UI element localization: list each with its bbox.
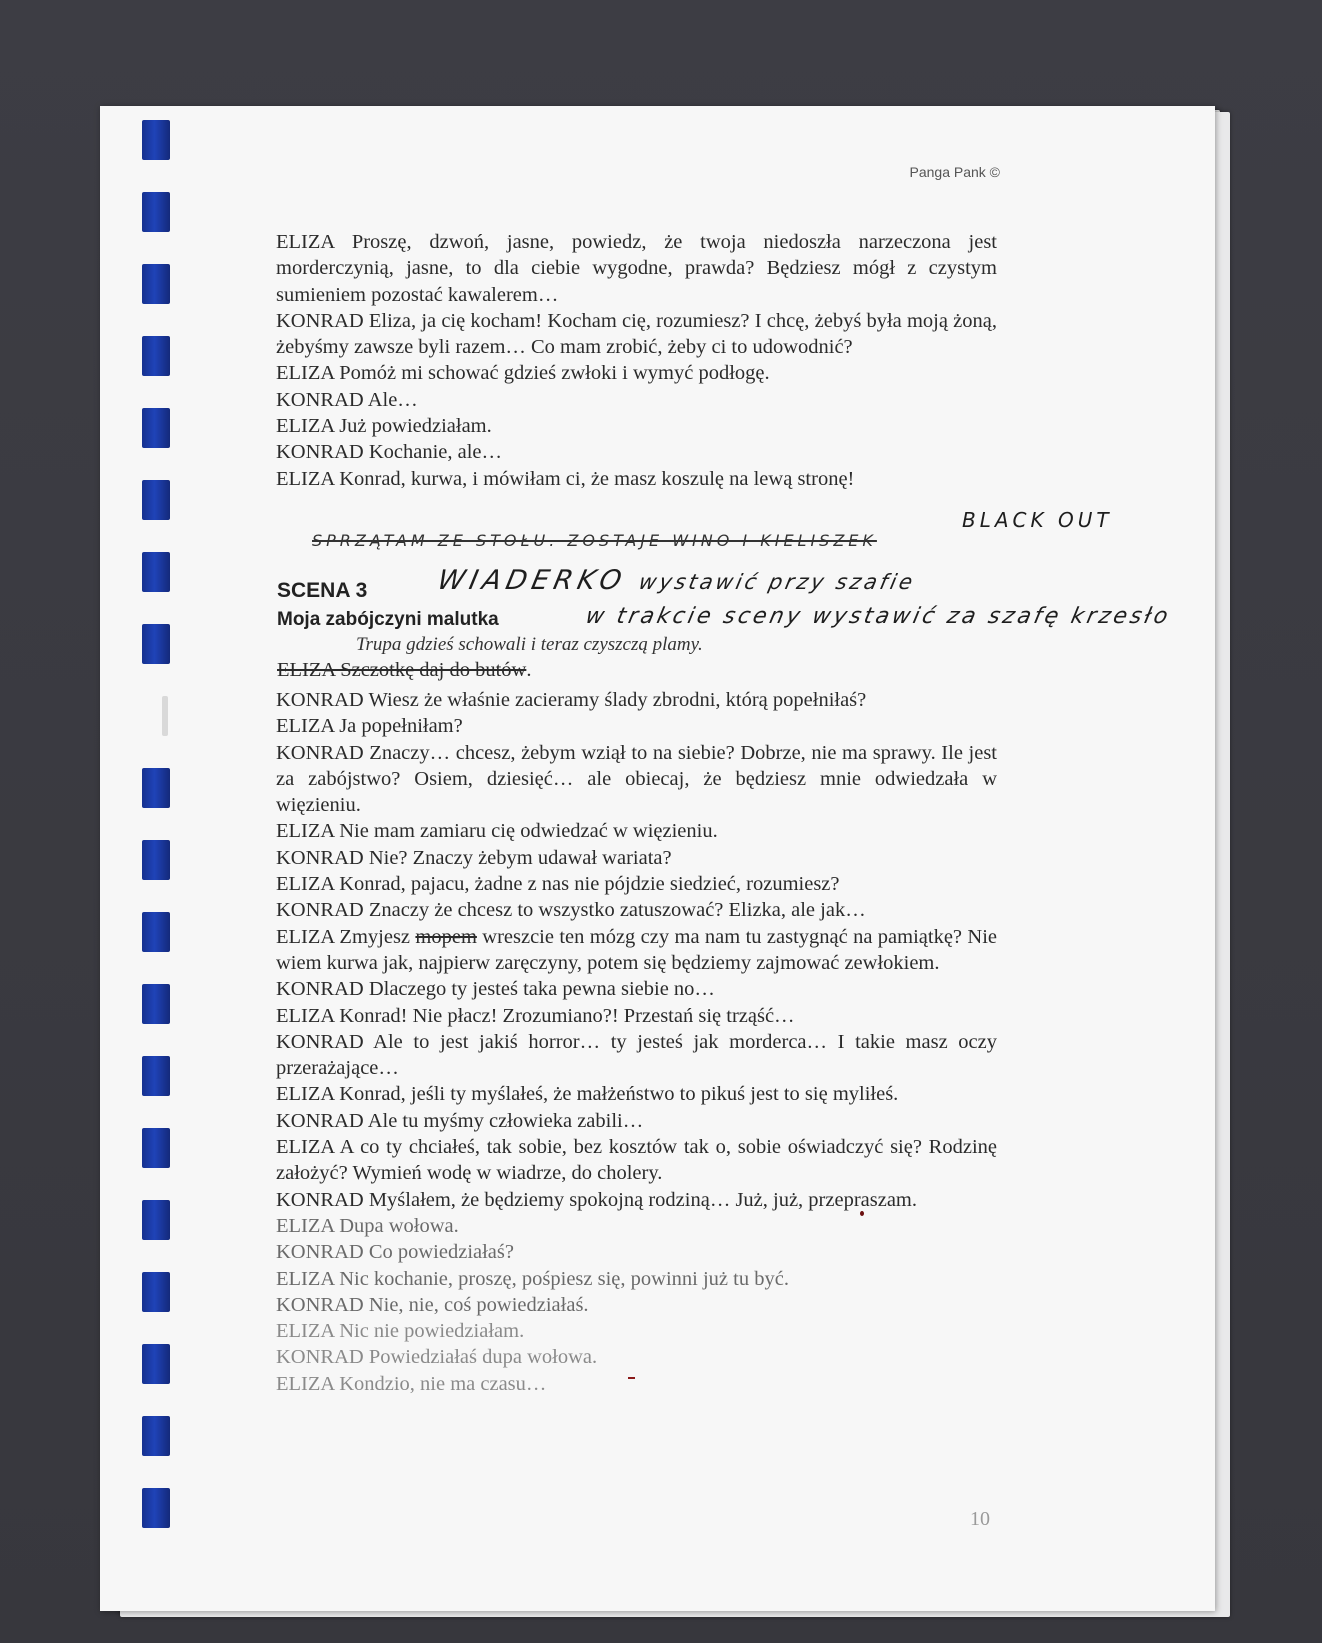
binding-ring xyxy=(142,1416,170,1456)
dialogue-line: KONRAD Nie, nie, coś powiedziałaś. xyxy=(276,1293,589,1316)
ink-mark xyxy=(860,1211,864,1216)
dialogue-line: ELIZA Konrad! Nie płacz! Zrozumiano?! Przestań się trząść… xyxy=(276,1004,795,1027)
handwritten-szafie: wystawić przy szafie xyxy=(636,570,918,594)
dialogue-line: ELIZA Dupa wołowa. xyxy=(276,1214,459,1237)
dialogue-line-mopem xyxy=(276,924,997,977)
dialogue-line: ELIZA Już powiedziałam. xyxy=(276,415,492,438)
dialogue-line: KONRAD Eliza, ja cię kocham! Kocham cię, rozumiesz? I chcę, żebyś była moją żoną, żebyśmy zawsze byli razem… Co mam zrobić, żeby ci to udowodnić? xyxy=(276,309,997,359)
dialogue-line: ELIZA Konrad, pajacu, żadne z nas nie pójdzie siedzieć, rozumiesz? xyxy=(276,873,840,896)
binding-ring xyxy=(142,1128,170,1168)
dialogue-line: ELIZA Ja popełniłam? xyxy=(276,715,463,738)
dialogue-line: ELIZA Pomóż mi schować gdzieś zwłoki i wymyć podłogę. xyxy=(276,362,770,385)
dialogue-line: KONRAD Znaczy… chcesz, żebym wziął to na siebie? Dobrze, nie ma sprawy. Ile jest za zabójstwo? Osiem, dziesięć… ale obiecaj, że będziesz mnie odwiedzała w więzieniu. xyxy=(276,741,997,817)
struck-text: ELIZA Szczotkę daj do butów xyxy=(277,659,527,681)
struck-dialogue-line xyxy=(277,659,531,682)
dialogue-top xyxy=(276,229,997,492)
dialogue-line: KONRAD Myślałem, że będziemy spokojną rodziną… Już, już, przepraszam. xyxy=(276,1188,918,1211)
dialogue-line: KONRAD Nie? Znaczy żebym udawał wariata? xyxy=(276,846,672,869)
binding-ring xyxy=(142,1056,170,1096)
dialogue-line: KONRAD Ale to jest jakiś horror… ty jesteś jak morderca… I takie masz oczy przerażające… xyxy=(276,1030,997,1080)
binding-ring xyxy=(142,768,170,808)
dialogue-line: ELIZA Konrad, kurwa, i mówiłam ci, że masz koszulę na lewą stronę! xyxy=(276,467,855,490)
binding-ring xyxy=(142,408,170,448)
binding-ring xyxy=(142,336,170,376)
binding-ring xyxy=(142,984,170,1024)
binding-ring xyxy=(142,480,170,520)
dialogue-line: KONRAD Kochanie, ale… xyxy=(276,441,503,464)
header-copyright: Panga Pank © xyxy=(909,164,1000,180)
binding-ring xyxy=(142,624,170,664)
binding-ring xyxy=(142,840,170,880)
comb-binding xyxy=(138,120,174,1620)
page-number: 10 xyxy=(970,1508,990,1530)
dialogue-line: KONRAD Ale tu myśmy człowieka zabili… xyxy=(276,1109,644,1132)
dialogue-line: ELIZA A co ty chciałeś, tak sobie, bez kosztów tak o, sobie oświadczyć się? Rodzinę założyć? Wymień wodę w wiadrze, do cholery. xyxy=(276,1136,997,1185)
binding-ring xyxy=(142,1344,170,1384)
scene-subtitle: Moja zabójczyni malutka xyxy=(277,609,499,630)
dialogue-line: ELIZA Konrad, jeśli ty myślałeś, że małżeństwo to pikuś jest to się myliłeś. xyxy=(276,1083,899,1106)
handwritten-wiaderko: WIADERKO xyxy=(434,565,630,596)
binding-ring xyxy=(142,912,170,952)
binding-ring xyxy=(142,1488,170,1528)
mopem-before: ELIZA Zmyjesz xyxy=(276,925,416,948)
stage-direction: Trupa gdzieś schowali i teraz czyszczą plamy. xyxy=(356,634,703,655)
handwritten-wiaderko-note xyxy=(435,565,919,596)
binding-ring xyxy=(142,1272,170,1312)
dialogue-line: ELIZA Nie mam zamiaru cię odwiedzać w więzieniu. xyxy=(276,820,718,843)
struck-word: mopem xyxy=(415,925,477,948)
mopem-after: wreszcie ten mózg czy ma nam tu zastygnąć na pamiątkę? Nie wiem kurwa jak, najpierw zaręczyny, potem się będziemy zajmować zewłokiem. xyxy=(276,925,997,974)
binding-ring-broken xyxy=(162,696,168,736)
dialogue-line: KONRAD Znaczy że chcesz to wszystko zatuszować? Elizka, ale jak… xyxy=(276,899,866,922)
dialogue-line: ELIZA Proszę, dzwoń, jasne, powiedz, że twoja niedoszła narzeczona jest morderczynią, jasne, to dla ciebie wygodne, prawda? Będziesz mógł z czystym sumieniem pozostać kawalerem… xyxy=(276,231,997,306)
dialogue-line: KONRAD Ale… xyxy=(276,388,418,411)
handwritten-struck-note: SPRZĄTAM ZE STOŁU. ZOSTAJE WINO I KIELISZEK xyxy=(312,531,877,550)
dialogue-line: KONRAD Dlaczego ty jesteś taka pewna siebie no… xyxy=(276,978,715,1001)
binding-ring xyxy=(142,264,170,304)
binding-ring xyxy=(142,120,170,160)
dialogue-lower xyxy=(276,687,997,1397)
binding-ring xyxy=(142,192,170,232)
struck-line-period: . xyxy=(526,659,532,681)
ink-mark xyxy=(628,1377,635,1379)
dialogue-line: KONRAD Wiesz że właśnie zacieramy ślady zbrodni, którą popełniłaś? xyxy=(276,689,867,711)
binding-ring xyxy=(142,1200,170,1240)
handwritten-trakcie-note: w trakcie sceny wystawić za szafę krzesło xyxy=(583,604,1174,629)
dialogue-line: ELIZA Kondzio, nie ma czasu… xyxy=(276,1372,547,1395)
dialogue-line: ELIZA Nic kochanie, proszę, pośpiesz się, powinni już tu być. xyxy=(276,1267,789,1290)
dialogue-line: ELIZA Nic nie powiedziałam. xyxy=(276,1320,525,1343)
dialogue-line: KONRAD Co powiedziałaś? xyxy=(276,1241,514,1264)
binding-ring xyxy=(142,552,170,592)
scene-title: SCENA 3 xyxy=(277,579,368,602)
dialogue-line: KONRAD Powiedziałaś dupa wołowa. xyxy=(276,1346,598,1369)
handwritten-blackout-note: BLACK OUT xyxy=(962,508,1113,532)
